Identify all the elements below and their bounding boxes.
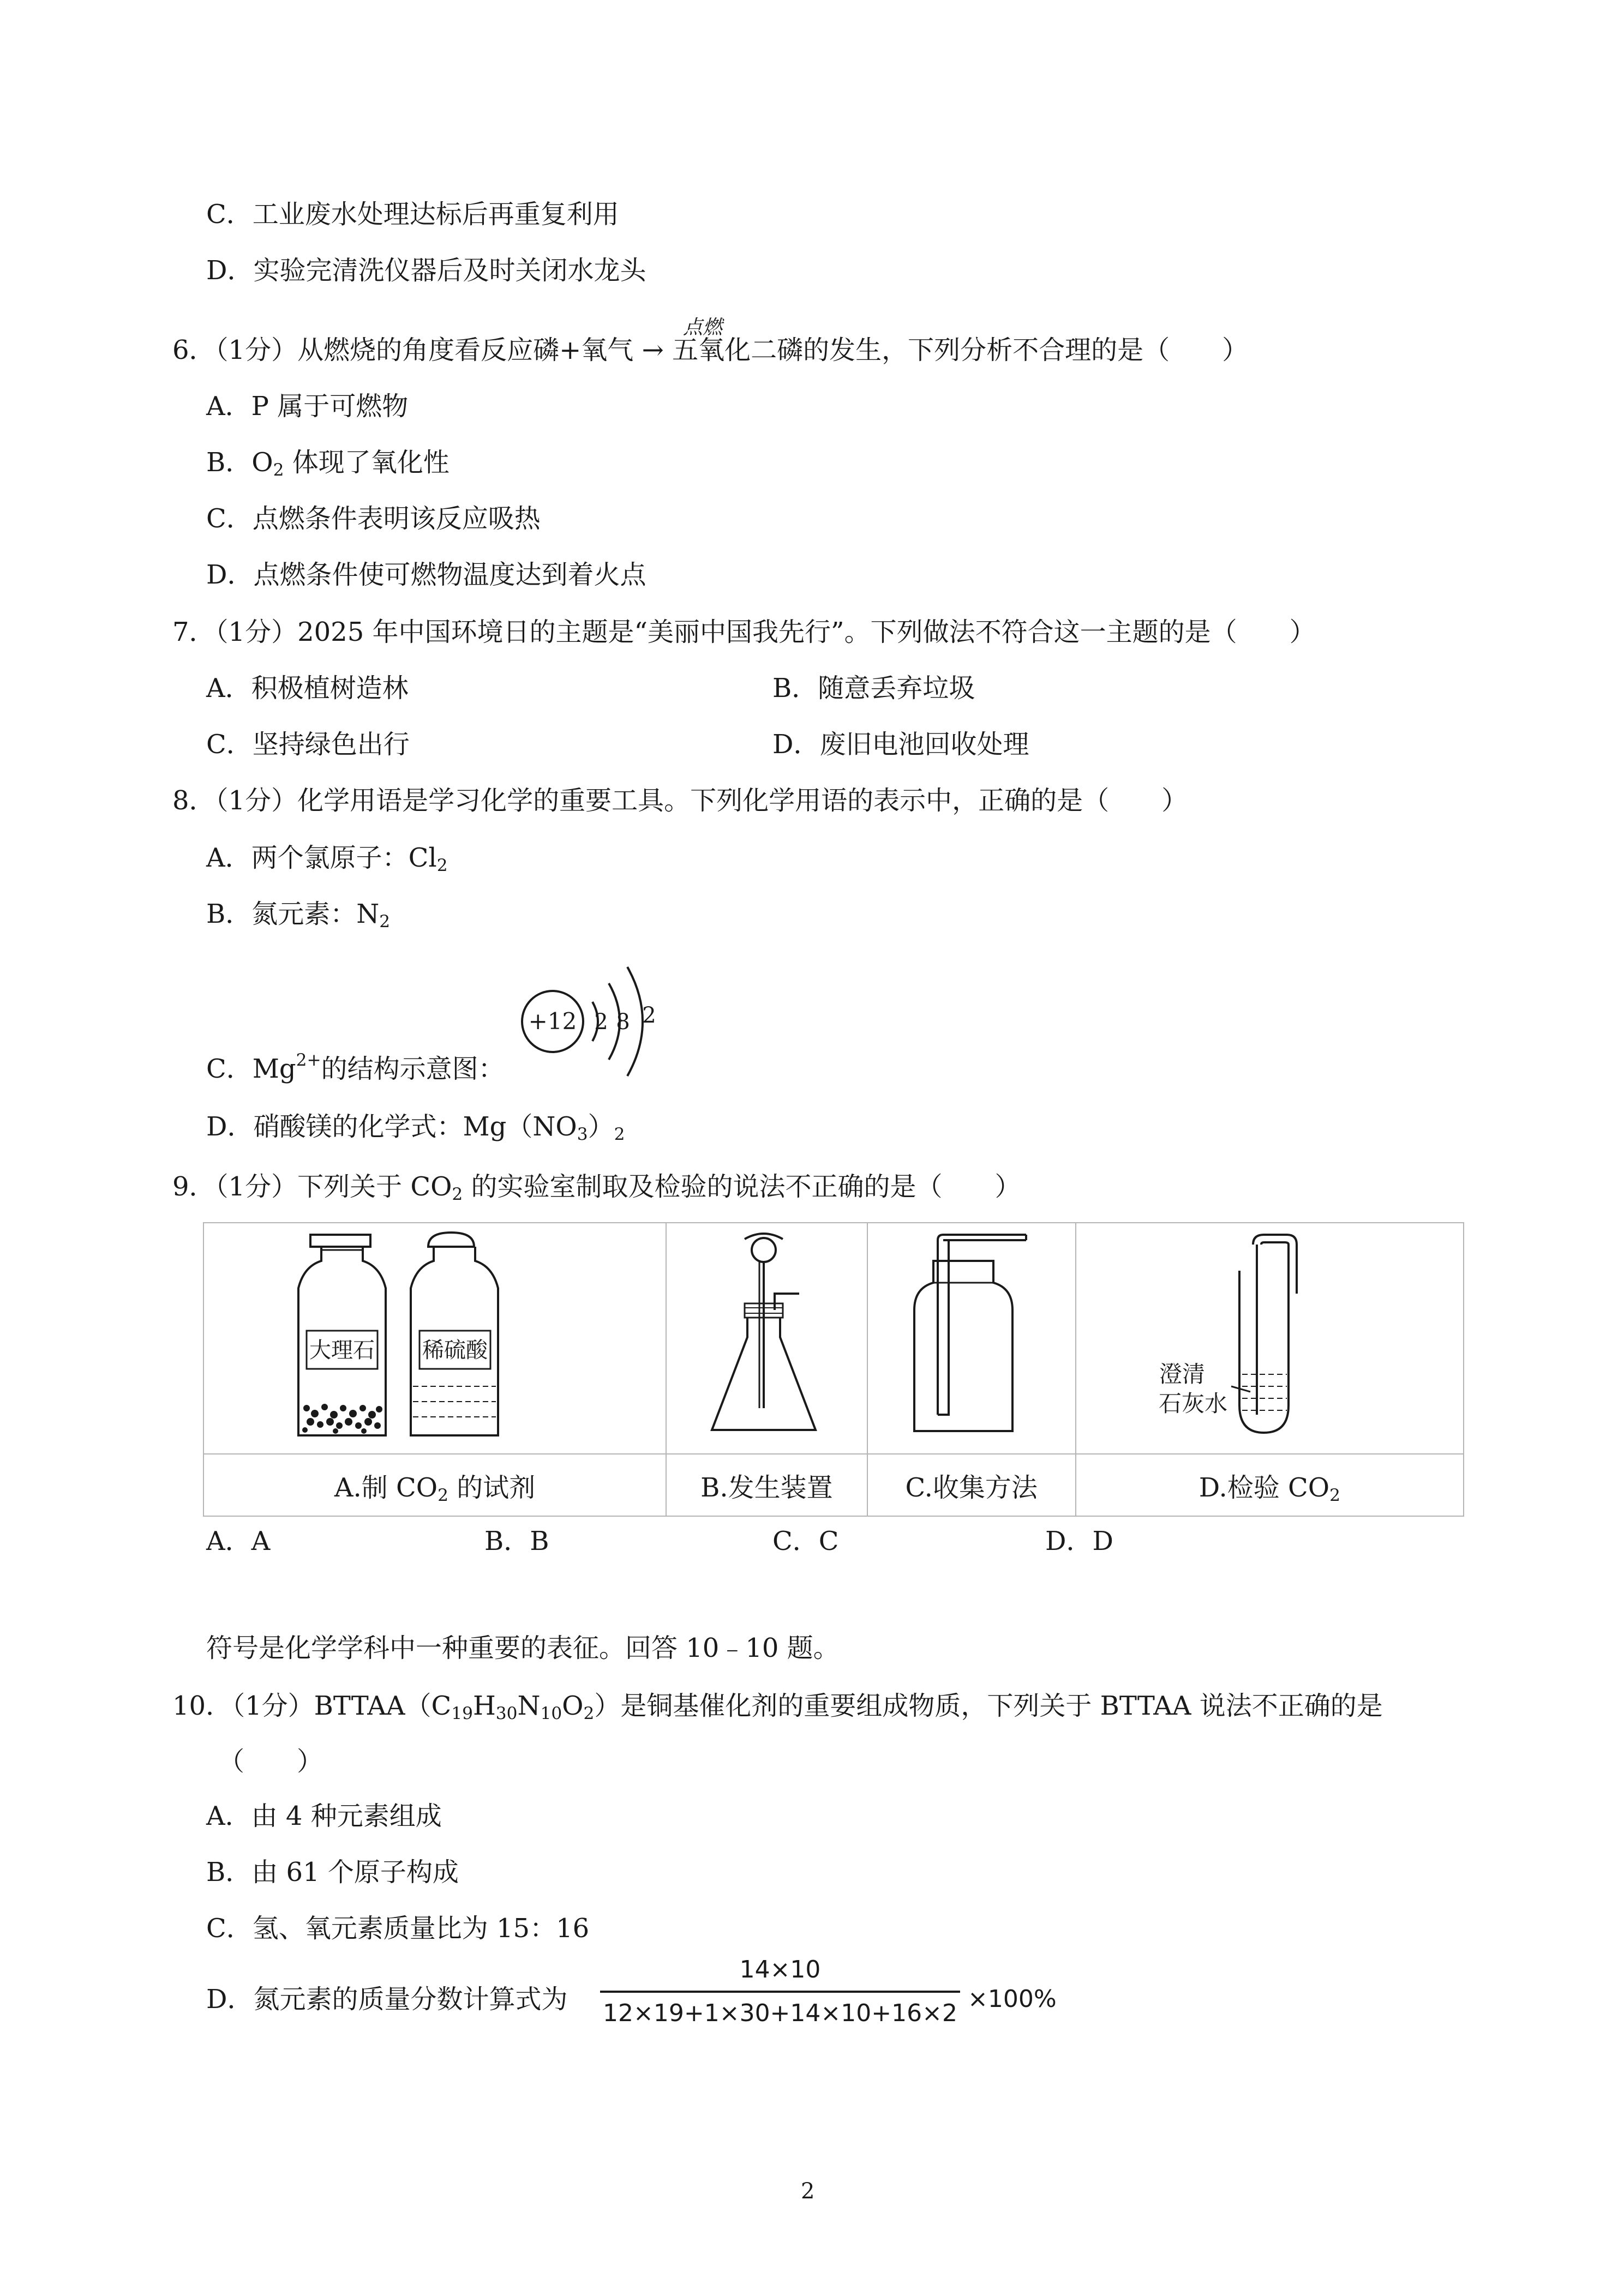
q9-stem-pre: 9．（1分）下列关于 CO (172, 1171, 452, 1202)
q8-option-d-sub2: 2 (614, 1124, 625, 1144)
q10-option-d-post: ×100% (968, 1985, 1057, 2013)
q9-option-c: C．C (772, 1526, 839, 1556)
caption-a-pre: A.制 CO (334, 1472, 438, 1503)
cell-generator (666, 1223, 867, 1454)
q8-option-a-sub: 2 (436, 855, 448, 875)
q8-option-c-sup: 2+ (296, 1050, 321, 1071)
q6-stem-post: 五氧化二磷的发生，下列分析不合理的是（ ） (672, 335, 1249, 365)
q10-stem (172, 1690, 1383, 1722)
section-intro: 符号是化学学科中一种重要的表征。回答 10﹣10 题。 (206, 1633, 840, 1663)
q6-option-c: C．点燃条件表明该反应吸热 (206, 503, 541, 534)
nucleus-charge: +12 (528, 1008, 577, 1035)
q9-stem-post: 的实验室制取及检验的说法不正确的是（ ） (463, 1171, 1021, 1202)
caption-a-post: 的试剂 (448, 1472, 536, 1503)
q9-stem-sub: 2 (452, 1184, 463, 1204)
q10-sub-2: 30 (495, 1703, 518, 1723)
q8-option-d-sub: 3 (577, 1124, 588, 1144)
caption-d-sub: 2 (1329, 1485, 1340, 1505)
mg-ion-structure-diagram (512, 952, 670, 1083)
shell-3-electrons: 2 (642, 1003, 656, 1028)
caption-a-sub: 2 (438, 1485, 448, 1505)
q6-stem (172, 334, 1248, 366)
limewater-test-figure (1155, 1228, 1384, 1446)
cell-reagents (203, 1223, 666, 1454)
q8-option-b (206, 898, 390, 930)
q10-stem-b: ）是铜基催化剂的重要组成物质，下列关于 BTTAA 说法不正确的是 (594, 1691, 1383, 1721)
limewater-label-2: 石灰水 (1159, 1390, 1228, 1417)
q6-option-b (206, 446, 450, 479)
q6-option-b-sub: 2 (273, 460, 284, 480)
q9-option-b: B．B (484, 1526, 549, 1556)
caption-d (1076, 1454, 1464, 1516)
dilute-sulfuric-acid-bottle (411, 1233, 498, 1435)
shell-1-electrons: 2 (594, 1009, 608, 1035)
cell-collection (867, 1223, 1076, 1454)
q6-option-b-post: 体现了氧化性 (284, 447, 450, 478)
q6-reaction-condition: 点燃 (683, 316, 723, 339)
q8-option-d-mid: ） (588, 1111, 614, 1142)
q7-option-b: B．随意丢弃垃圾 (772, 673, 975, 704)
q8-option-c-pre: C．Mg (206, 1054, 296, 1084)
marble-bottle (298, 1235, 386, 1435)
q7-option-d: D．废旧电池回收处理 (772, 729, 1029, 760)
q9-stem (172, 1170, 1021, 1203)
q10-elem-o: O (562, 1691, 584, 1721)
q6-option-a: A．P 属于可燃物 (206, 391, 409, 422)
q9-option-d: D．D (1045, 1526, 1113, 1556)
q10-answer-paren: （ ） (218, 1746, 323, 1777)
q9-option-a: A．A (206, 1526, 271, 1556)
q9-apparatus-table (203, 1222, 1464, 1517)
q10-stem-a: 10．（1分）BTTAA（C (172, 1691, 452, 1721)
caption-d-pre: D.检验 CO (1198, 1472, 1330, 1503)
q10-option-c: C．氢、氧元素质量比为 15：16 (206, 1913, 590, 1944)
fraction-numerator: 14×10 (739, 1956, 821, 1984)
fraction-denominator: 12×19+1×30+14×10+16×2 (603, 1999, 957, 2027)
shell-2-electrons: 8 (616, 1009, 630, 1035)
q10-sub-1: 19 (451, 1703, 473, 1723)
q7-option-a: A．积极植树造林 (206, 673, 409, 704)
q7-option-c: C．坚持绿色出行 (206, 729, 410, 760)
limewater-label-1: 澄清 (1159, 1361, 1206, 1387)
caption-a (203, 1454, 666, 1516)
q8-option-a-pre: A．两个氯原子：Cl (206, 843, 437, 873)
q10-elem-n: N (517, 1691, 541, 1721)
q7-stem: 7．（1分）2025 年中国环境日的主题是“美丽中国我先行”。下列做法不符合这一主题的是（ ） (172, 617, 1316, 647)
q8-option-b-sub: 2 (379, 911, 391, 931)
q10-elem-h: H (472, 1691, 496, 1721)
marble-label: 大理石 (309, 1338, 375, 1363)
q8-stem: 8．（1分）化学用语是学习化学的重要工具。下列化学用语的表示中，正确的是（ ） (172, 785, 1188, 816)
acid-label: 稀硫酸 (422, 1338, 488, 1363)
q8-option-d-pre: D．硝酸镁的化学式：Mg（NO (206, 1111, 577, 1142)
q10-sub-3: 10 (540, 1703, 562, 1723)
reagent-bottles-figure (282, 1228, 588, 1446)
cell-test (1076, 1223, 1464, 1454)
q8-option-b-pre: B．氮元素：N (206, 899, 380, 929)
q8-option-d (206, 1110, 625, 1143)
q10-option-a: A．由 4 种元素组成 (206, 1801, 442, 1831)
q10-option-b: B．由 61 个原子构成 (206, 1857, 459, 1888)
page-number: 2 (801, 2179, 815, 2204)
generator-flask-figure (701, 1228, 832, 1446)
q6-option-d: D．点燃条件使可燃物温度达到着火点 (206, 560, 646, 590)
caption-c: C.收集方法 (867, 1454, 1076, 1516)
reaction-arrow-icon: → (642, 335, 664, 365)
q8-option-c-post: 的结构示意图： (321, 1054, 505, 1084)
q10-option-d-pre: D．氮元素的质量分数计算式为 (206, 1984, 568, 2015)
q8-option-c (206, 1050, 505, 1085)
q8-option-a (206, 842, 448, 874)
q5-option-d: D．实验完清洗仪器后及时关闭水龙头 (206, 255, 646, 286)
collection-bottle-figure (901, 1228, 1042, 1446)
q10-sub-4: 2 (583, 1703, 595, 1723)
q6-stem-pre: 6．（1分）从燃烧的角度看反应磷+氧气 (172, 335, 634, 365)
fraction-bar (600, 1991, 960, 1993)
q5-option-c: C．工业废水处理达标后再重复利用 (206, 199, 619, 230)
q6-option-b-pre: B．O (206, 447, 273, 478)
caption-b: B.发生装置 (666, 1454, 867, 1516)
